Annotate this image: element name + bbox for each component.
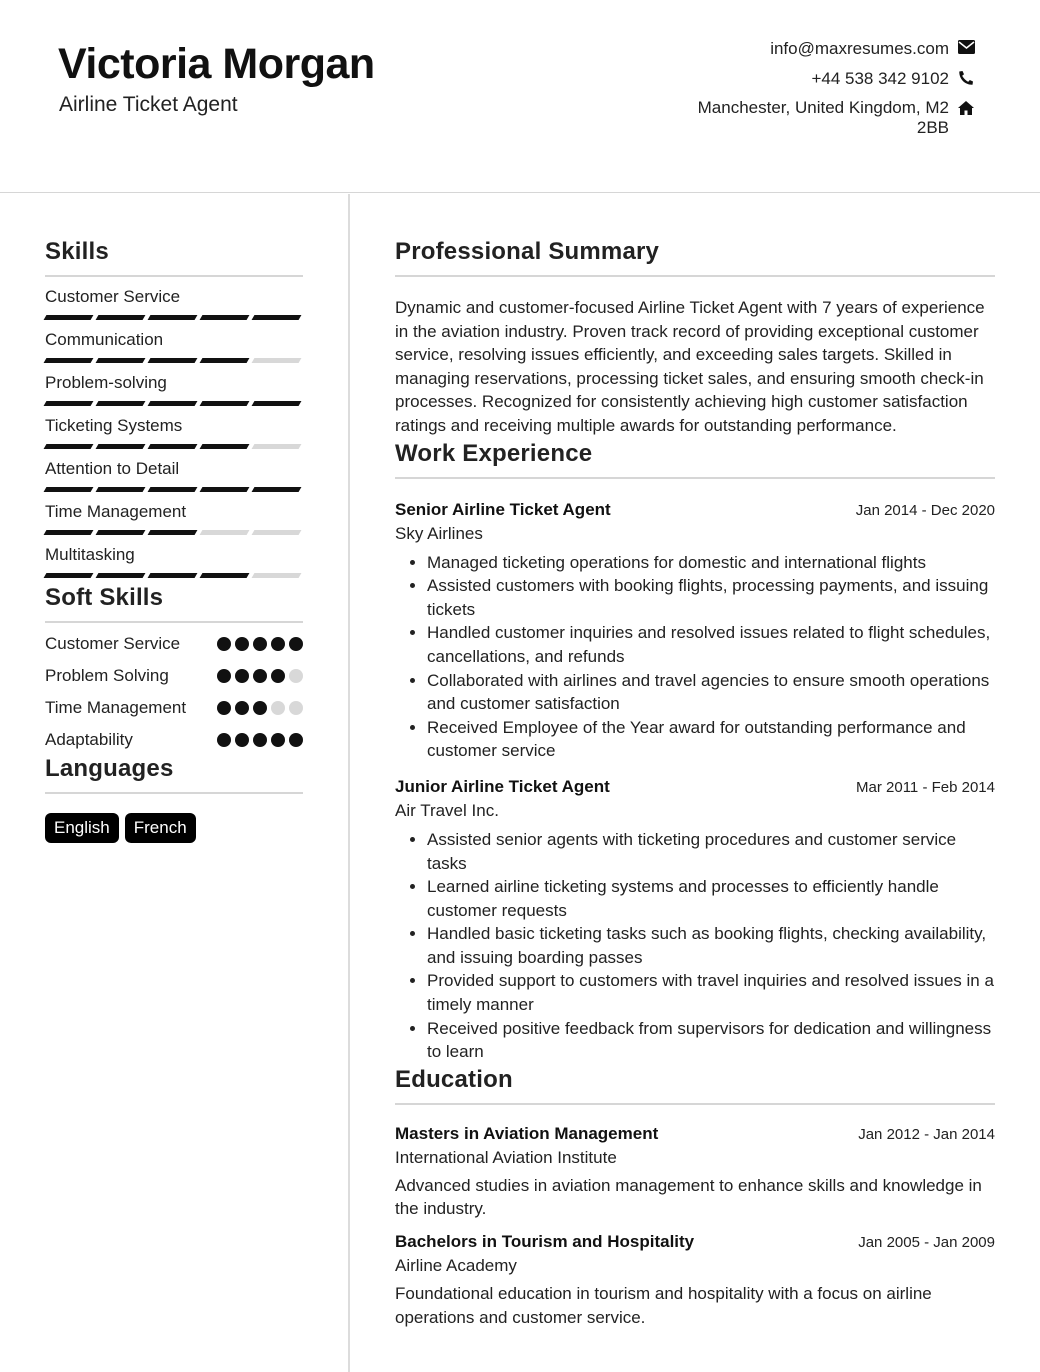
- job-entry: [395, 500, 995, 763]
- skill-name: Time Management: [45, 502, 187, 521]
- skill-level-bar: [45, 444, 303, 449]
- job-bullet: • Received positive feedback from supervisors for dedication and willingness to learn: [427, 1017, 995, 1064]
- soft-skills-heading: Soft Skills: [45, 584, 303, 623]
- jobs-list: [395, 500, 995, 1064]
- skill-level-segment: [252, 444, 302, 449]
- phone-text[interactable]: +44 538 342 9102: [811, 69, 949, 88]
- rating-dot: [271, 669, 285, 683]
- job-title: Senior Airline Ticket Agent: [395, 499, 611, 519]
- institution-name: Airline Academy: [395, 1256, 517, 1276]
- skill-name: Ticketing Systems: [45, 416, 183, 435]
- resume-header: [0, 0, 1040, 193]
- soft-skill-item: [45, 696, 303, 719]
- job-bullets: [395, 551, 995, 763]
- soft-skill-rating: [217, 664, 303, 683]
- rating-dot: [271, 701, 285, 715]
- skill-level-segment: [148, 315, 198, 320]
- job-bullet: • Assisted customers with booking flights, processing payments, and issuing tickets: [427, 574, 995, 621]
- skill-level-segment: [44, 573, 94, 578]
- rating-dot: [217, 669, 231, 683]
- degree-title: Masters in Aviation Management: [395, 1123, 659, 1143]
- soft-skill-rating: [217, 696, 303, 715]
- home-icon: [957, 98, 975, 116]
- skill-level-segment: [96, 315, 146, 320]
- soft-skill-name: Time Management: [45, 698, 187, 717]
- skill-level-segment: [148, 487, 198, 492]
- job-header: [395, 500, 995, 520]
- soft-skill-name: Adaptability: [45, 730, 133, 749]
- skill-level-segment: [200, 401, 250, 406]
- skill-level-segment: [252, 530, 302, 535]
- education-dates: Jan 2005 - Jan 2009: [858, 1234, 995, 1252]
- languages-heading: Languages: [45, 755, 303, 794]
- skill-level-segment: [252, 573, 302, 578]
- job-title: Junior Airline Ticket Agent: [395, 776, 610, 796]
- skill-level-segment: [200, 358, 250, 363]
- soft-skill-name: Customer Service: [45, 634, 181, 653]
- skill-item: [45, 415, 303, 449]
- column-divider: [348, 194, 350, 1372]
- skill-level-segment: [252, 315, 302, 320]
- skill-item: [45, 458, 303, 492]
- skill-level-segment: [44, 358, 94, 363]
- skill-level-segment: [200, 530, 250, 535]
- job-company: Sky Airlines: [395, 523, 483, 543]
- job-bullet: • Learned airline ticketing systems and processes to efficiently handle customer requests: [427, 875, 995, 922]
- language-chip: French: [125, 813, 196, 843]
- soft-skill-rating: [217, 632, 303, 651]
- job-bullet: • Handled basic ticketing tasks such as booking flights, checking availability, and issuing boarding passes: [427, 922, 995, 969]
- skill-name: Communication: [45, 330, 164, 349]
- job-company: Air Travel Inc.: [395, 800, 499, 820]
- rating-dot: [253, 733, 267, 747]
- job-bullet: • Assisted senior agents with ticketing procedures and customer service tasks: [427, 828, 995, 875]
- skill-level-segment: [252, 487, 302, 492]
- contact-phone: [655, 68, 975, 89]
- skill-level-segment: [148, 358, 198, 363]
- rating-dot: [235, 669, 249, 683]
- skill-name: Customer Service: [45, 287, 181, 306]
- email-text[interactable]: info@maxresumes.com: [770, 39, 949, 58]
- address-text: Manchester, United Kingdom, M2 2BB: [697, 98, 949, 137]
- rating-dot: [271, 637, 285, 651]
- soft-skill-item: [45, 728, 303, 751]
- skill-level-segment: [148, 444, 198, 449]
- education-header: [395, 1232, 995, 1252]
- education-heading: Education: [395, 1066, 995, 1105]
- soft-skill-item: [45, 664, 303, 687]
- contact-email: [655, 38, 975, 59]
- skill-level-segment: [44, 487, 94, 492]
- education-description: Foundational education in tourism and hospitality with a focus on airline operations and customer service.: [395, 1284, 932, 1327]
- soft-skill-item: [45, 632, 303, 655]
- degree-title: Bachelors in Tourism and Hospitality: [395, 1232, 695, 1252]
- rating-dot: [217, 637, 231, 651]
- envelope-icon: [957, 38, 975, 54]
- rating-dot: [289, 701, 303, 715]
- language-chip: English: [45, 813, 119, 843]
- skill-name: Multitasking: [45, 545, 135, 564]
- rating-dot: [235, 733, 249, 747]
- skill-level-bar: [45, 315, 303, 320]
- rating-dot: [217, 733, 231, 747]
- rating-dot: [217, 701, 231, 715]
- skill-level-segment: [252, 358, 302, 363]
- rating-dot: [289, 637, 303, 651]
- contact-address: [655, 98, 975, 138]
- skill-level-segment: [96, 401, 146, 406]
- soft-skill-name: Problem Solving: [45, 666, 169, 685]
- education-entry: [395, 1124, 995, 1221]
- job-bullet: • Managed ticketing operations for domestic and international flights: [427, 551, 995, 575]
- skill-level-bar: [45, 530, 303, 535]
- skill-level-segment: [200, 315, 250, 320]
- rating-dot: [235, 637, 249, 651]
- job-entry: [395, 777, 995, 1064]
- skills-list: [45, 286, 303, 578]
- skill-level-segment: [96, 444, 146, 449]
- skill-level-segment: [200, 573, 250, 578]
- job-dates: Mar 2011 - Feb 2014: [856, 778, 995, 796]
- job-dates: Jan 2014 - Dec 2020: [855, 501, 995, 519]
- skill-level-segment: [200, 487, 250, 492]
- skill-level-segment: [44, 401, 94, 406]
- education-entry: [395, 1232, 995, 1329]
- skill-level-segment: [44, 315, 94, 320]
- summary-heading: Professional Summary: [395, 238, 995, 277]
- candidate-name: Victoria Morgan: [58, 40, 375, 88]
- skill-level-segment: [148, 573, 198, 578]
- languages-list: [45, 813, 303, 843]
- job-bullet: • Collaborated with airlines and travel agencies to ensure smooth operations and customer satisfaction: [427, 669, 995, 716]
- soft-skill-rating: [217, 728, 303, 747]
- skill-item: [45, 372, 303, 406]
- skill-item: [45, 329, 303, 363]
- skill-level-bar: [45, 401, 303, 406]
- skill-level-bar: [45, 358, 303, 363]
- skill-level-segment: [200, 444, 250, 449]
- skill-level-segment: [96, 487, 146, 492]
- right-column: [395, 238, 995, 1329]
- summary-text: Dynamic and customer-focused Airline Ticket Agent with 7 years of experience in the aviation industry. Proven track record of providing exceptional customer service, resolving issues efficiently, and exceeding sales targets. Skilled in managing reservations, processing ticket sales, and ensuring smooth check-in processes. Recognized for consistently achieving high customer satisfaction ratings and receiving multiple awards for outstanding performance.: [395, 298, 985, 435]
- contact-block: [655, 38, 975, 147]
- skill-name: Attention to Detail: [45, 459, 180, 478]
- soft-skills-list: [45, 632, 303, 751]
- job-bullet: • Handled customer inquiries and resolved issues related to flight schedules, cancellations, and refunds: [427, 621, 995, 668]
- skill-level-segment: [44, 530, 94, 535]
- rating-dot: [289, 733, 303, 747]
- phone-icon: [957, 68, 975, 86]
- skill-level-segment: [148, 401, 198, 406]
- rating-dot: [235, 701, 249, 715]
- skill-level-segment: [148, 530, 198, 535]
- skill-level-bar: [45, 573, 303, 578]
- rating-dot: [253, 669, 267, 683]
- skill-level-segment: [44, 444, 94, 449]
- skill-level-segment: [252, 401, 302, 406]
- job-header: [395, 777, 995, 797]
- job-bullets: [395, 828, 995, 1064]
- rating-dot: [289, 669, 303, 683]
- education-description: Advanced studies in aviation management to enhance skills and knowledge in the industry.: [395, 1175, 982, 1219]
- skill-item: [45, 501, 303, 535]
- skill-level-segment: [96, 530, 146, 535]
- education-dates: Jan 2012 - Jan 2014: [858, 1125, 995, 1143]
- skill-level-bar: [45, 487, 303, 492]
- rating-dot: [253, 701, 267, 715]
- skill-item: [45, 544, 303, 578]
- skill-item: [45, 286, 303, 320]
- job-bullet: • Received Employee of the Year award for outstanding performance and customer service: [427, 716, 995, 763]
- job-bullet: • Provided support to customers with travel inquiries and resolved issues in a timely manner: [427, 969, 995, 1016]
- rating-dot: [253, 637, 267, 651]
- left-column: [45, 238, 303, 843]
- work-heading: Work Experience: [395, 440, 995, 479]
- rating-dot: [271, 733, 285, 747]
- skill-level-segment: [96, 358, 146, 363]
- candidate-title: Airline Ticket Agent: [59, 93, 238, 116]
- institution-name: International Aviation Institute: [395, 1147, 617, 1167]
- skill-level-segment: [96, 573, 146, 578]
- skills-heading: Skills: [45, 238, 303, 277]
- skill-name: Problem-solving: [45, 373, 167, 392]
- education-header: [395, 1124, 995, 1144]
- education-list: [395, 1124, 995, 1329]
